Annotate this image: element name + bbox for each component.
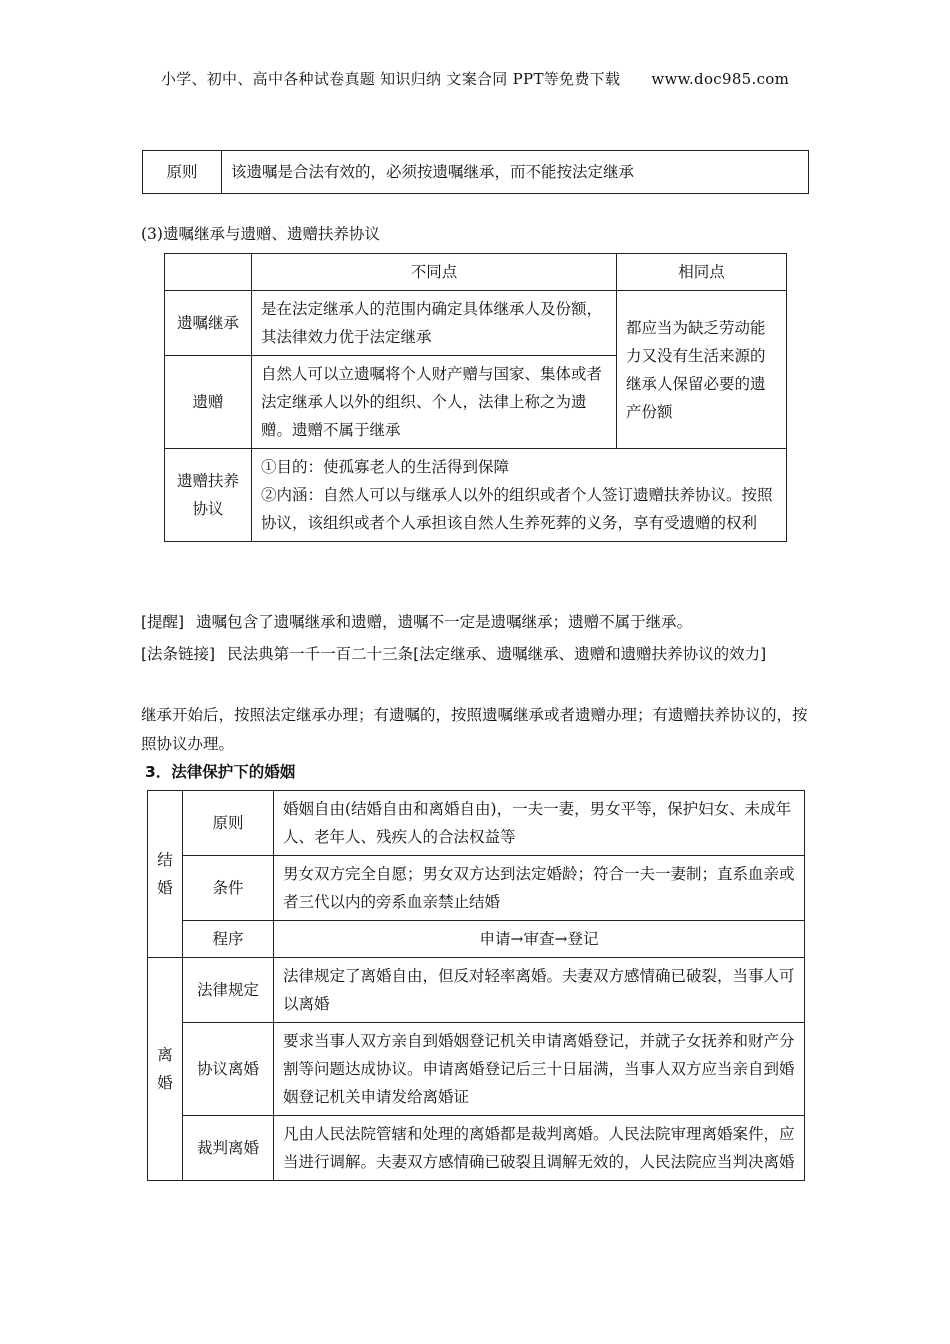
table-row — [165, 291, 787, 356]
row-content: 婚姻自由(结婚自由和离婚自由)，一夫一妻，男女平等，保护妇女、未成年人、老年人、残疾人的合法权益等 — [274, 791, 805, 856]
table-row — [148, 856, 805, 921]
row-label: 程序 — [183, 921, 274, 958]
table-row — [148, 958, 805, 1023]
row-label: 遗赠扶养协议 — [165, 449, 252, 542]
row-content: 法律规定了离婚自由，但反对轻率离婚。夫妻双方感情确已破裂，当事人可以离婚 — [274, 958, 805, 1023]
table-cell-label: 原则 — [143, 151, 222, 194]
diff-line: ①目的：使孤寡老人的生活得到保障 — [261, 458, 510, 476]
inheritance-comparison-table — [164, 253, 787, 542]
row-content: 男女双方完全自愿；男女双方达到法定婚龄；符合一夫一妻制；直系血亲或者三代以内的旁系血亲禁止结婚 — [274, 856, 805, 921]
table-header-cell: 不同点 — [252, 254, 617, 291]
reminder-paragraph — [141, 608, 811, 637]
row-label: 协议离婚 — [183, 1023, 274, 1116]
row-label: 裁判离婚 — [183, 1116, 274, 1181]
table-header-cell — [165, 254, 252, 291]
row-label: 遗嘱继承 — [165, 291, 252, 356]
table-header-cell: 相同点 — [617, 254, 787, 291]
table-row — [148, 921, 805, 958]
section-title: (3)遗嘱继承与遗赠、遗赠扶养协议 — [141, 225, 380, 243]
row-content: 凡由人民法院管辖和处理的离婚都是裁判离婚。人民法院审理离婚案件，应当进行调解。夫妻双方感情确已破裂且调解无效的，人民法院应当判决离婚 — [274, 1116, 805, 1181]
reminder-tag: [提醒] — [141, 613, 185, 631]
reminder-text: 遗嘱包含了遗嘱继承和遗赠，遗嘱不一定是遗嘱继承；遗赠不属于继承。 — [196, 613, 693, 631]
page-header — [0, 68, 950, 89]
diff-line: ②内涵：自然人可以与继承人以外的组织或者个人签订遗赠扶养协议。按照协议，该组织或者个人承担该自然人生养死葬的义务，享有受遗赠的权利 — [261, 486, 773, 532]
row-label: 法律规定 — [183, 958, 274, 1023]
law-link-tag: [法条链接] — [141, 645, 216, 663]
row-label: 遗赠 — [165, 356, 252, 449]
row-diff: 自然人可以立遗嘱将个人财产赠与国家、集体或者法定继承人以外的组织、个人，法律上称之为遗赠。遗赠不属于继承 — [252, 356, 617, 449]
group-label-divorce: 离婚 — [148, 958, 183, 1181]
row-diff: 是在法定继承人的范围内确定具体继承人及份额，其法律效力优于法定继承 — [252, 291, 617, 356]
law-body-paragraph: 继承开始后，按照法定继承办理；有遗嘱的，按照遗嘱继承或者遗赠办理；有遗赠扶养协议的，按照协议办理。 — [141, 706, 808, 753]
row-content: 申请→审查→登记 — [274, 921, 805, 958]
table-cell-content: 该遗嘱是合法有效的，必须按遗嘱继承，而不能按法定继承 — [222, 151, 809, 194]
group-label-marriage: 结婚 — [148, 791, 183, 958]
table-row — [165, 449, 787, 542]
section-heading: 3．法律保护下的婚姻 — [145, 763, 296, 781]
table-row — [143, 151, 809, 194]
row-diff — [252, 449, 787, 542]
marriage-table — [147, 790, 805, 1181]
table-header-row — [165, 254, 787, 291]
table-row — [148, 791, 805, 856]
header-text: 小学、初中、高中各种试卷真题 知识归纳 文案合同 PPT等免费下载 — [160, 70, 621, 88]
common-cell: 都应当为缺乏劳动能力又没有生活来源的继承人保留必要的遗产份额 — [617, 291, 787, 449]
row-label: 原则 — [183, 791, 274, 856]
law-link-text: 民法典第一千一百二十三条[法定继承、遗嘱继承、遗赠和遗赠扶养协议的效力] — [227, 645, 767, 663]
principle-table — [142, 150, 809, 194]
row-content: 要求当事人双方亲自到婚姻登记机关申请离婚登记，并就子女抚养和财产分割等问题达成协议。申请离婚登记后三十日届满，当事人双方应当亲自到婚姻登记机关申请发给离婚证 — [274, 1023, 805, 1116]
law-link-paragraph — [141, 640, 811, 669]
header-url[interactable]: www.doc985.com — [651, 70, 790, 88]
table-row — [148, 1023, 805, 1116]
row-label: 条件 — [183, 856, 274, 921]
table-row — [148, 1116, 805, 1181]
